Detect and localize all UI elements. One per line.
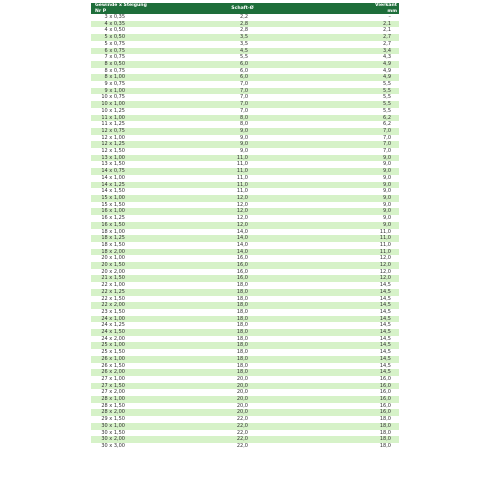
- table-row: [91, 302, 399, 309]
- cell-square: 5,5: [308, 88, 399, 95]
- cell-square: 14,5: [308, 356, 399, 363]
- cell-shank-diameter: 14,0: [177, 235, 308, 242]
- cell-shank-diameter: 11,0: [177, 168, 308, 175]
- cell-shank-diameter: 6,0: [177, 68, 308, 75]
- cell-thread-pitch: 24 x 1,50: [91, 329, 177, 336]
- cell-square: 4,9: [308, 74, 399, 81]
- table-row: [91, 202, 399, 209]
- cell-thread-pitch: 11 x 1,00: [91, 115, 177, 122]
- cell-square: 14,5: [308, 316, 399, 323]
- cell-square: 14,5: [308, 309, 399, 316]
- cell-thread-pitch: 18 x 1,25: [91, 235, 177, 242]
- table-row: [91, 396, 399, 403]
- table-row: [91, 108, 399, 115]
- cell-shank-diameter: 22,0: [177, 423, 308, 430]
- cell-shank-diameter: 9,0: [177, 148, 308, 155]
- cell-square: 11,0: [308, 249, 399, 256]
- cell-thread-pitch: 11 x 1,25: [91, 121, 177, 128]
- table-row: [91, 336, 399, 343]
- cell-thread-pitch: 16 x 1,00: [91, 208, 177, 215]
- cell-shank-diameter: 12,0: [177, 215, 308, 222]
- cell-shank-diameter: 20,0: [177, 389, 308, 396]
- cell-thread-pitch: 30 x 1,50: [91, 430, 177, 437]
- table-row: [91, 356, 399, 363]
- table-row: [91, 195, 399, 202]
- cell-square: 18,0: [308, 416, 399, 423]
- cell-thread-pitch: 20 x 1,50: [91, 262, 177, 269]
- cell-square: 14,5: [308, 289, 399, 296]
- header-shank-diameter-label: Schaft-Ø: [231, 5, 254, 11]
- cell-shank-diameter: 7,0: [177, 94, 308, 101]
- cell-square: 11,0: [308, 235, 399, 242]
- cell-thread-pitch: 8 x 0,75: [91, 68, 177, 75]
- cell-square: 11,0: [308, 229, 399, 236]
- cell-shank-diameter: 18,0: [177, 356, 308, 363]
- table-row: [91, 41, 399, 48]
- cell-square: 14,5: [308, 282, 399, 289]
- cell-shank-diameter: 14,0: [177, 229, 308, 236]
- cell-square: 2,1: [308, 21, 399, 28]
- cell-thread-pitch: 12 x 1,25: [91, 141, 177, 148]
- table-row: [91, 188, 399, 195]
- header-square-unit: mm: [387, 8, 397, 14]
- cell-thread-pitch: 13 x 1,50: [91, 161, 177, 168]
- cell-shank-diameter: 8,0: [177, 115, 308, 122]
- cell-square: 9,0: [308, 202, 399, 209]
- table-row: [91, 309, 399, 316]
- cell-square: 6,2: [308, 121, 399, 128]
- cell-thread-pitch: 9 x 0,75: [91, 81, 177, 88]
- table-row: [91, 443, 399, 450]
- cell-thread-pitch: 24 x 1,00: [91, 316, 177, 323]
- cell-thread-pitch: 16 x 1,50: [91, 222, 177, 229]
- cell-thread-pitch: 10 x 1,25: [91, 108, 177, 115]
- cell-thread-pitch: 5 x 0,75: [91, 41, 177, 48]
- table-row: [91, 369, 399, 376]
- cell-thread-pitch: 5 x 0,50: [91, 34, 177, 41]
- thread-size-table: [91, 3, 399, 450]
- table-row: [91, 21, 399, 28]
- cell-square: 12,0: [308, 255, 399, 262]
- table-row: [91, 249, 399, 256]
- cell-shank-diameter: 18,0: [177, 336, 308, 343]
- table-row: [91, 316, 399, 323]
- cell-thread-pitch: 4 x 0,50: [91, 27, 177, 34]
- cell-thread-pitch: 20 x 2,00: [91, 269, 177, 276]
- table-row: [91, 242, 399, 249]
- cell-shank-diameter: 22,0: [177, 436, 308, 443]
- cell-square: 9,0: [308, 161, 399, 168]
- cell-square: 9,0: [308, 195, 399, 202]
- table-row: [91, 383, 399, 390]
- table-row: [91, 68, 399, 75]
- cell-thread-pitch: 15 x 1,50: [91, 202, 177, 209]
- cell-thread-pitch: 26 x 2,00: [91, 369, 177, 376]
- table-row: [91, 94, 399, 101]
- cell-shank-diameter: 12,0: [177, 208, 308, 215]
- header-shank-diameter: [177, 3, 308, 14]
- cell-shank-diameter: 6,0: [177, 61, 308, 68]
- cell-shank-diameter: 12,0: [177, 202, 308, 209]
- cell-square: 18,0: [308, 443, 399, 450]
- cell-thread-pitch: 13 x 1,00: [91, 155, 177, 162]
- cell-square: 16,0: [308, 376, 399, 383]
- cell-thread-pitch: 27 x 2,00: [91, 389, 177, 396]
- table-row: [91, 54, 399, 61]
- cell-shank-diameter: 18,0: [177, 302, 308, 309]
- cell-shank-diameter: 9,0: [177, 141, 308, 148]
- table-row: [91, 262, 399, 269]
- cell-thread-pitch: 18 x 1,00: [91, 229, 177, 236]
- cell-shank-diameter: 11,0: [177, 188, 308, 195]
- table-row: [91, 409, 399, 416]
- cell-square: 9,0: [308, 222, 399, 229]
- table-row: [91, 74, 399, 81]
- cell-shank-diameter: 9,0: [177, 135, 308, 142]
- cell-thread-pitch: 16 x 1,25: [91, 215, 177, 222]
- cell-square: 14,5: [308, 296, 399, 303]
- cell-square: 7,0: [308, 141, 399, 148]
- table-row: [91, 269, 399, 276]
- table-row: [91, 430, 399, 437]
- cell-square: 14,5: [308, 342, 399, 349]
- cell-thread-pitch: 25 x 1,00: [91, 342, 177, 349]
- table-row: [91, 175, 399, 182]
- cell-shank-diameter: 7,0: [177, 81, 308, 88]
- cell-thread-pitch: 24 x 1,25: [91, 322, 177, 329]
- cell-square: 2,7: [308, 34, 399, 41]
- cell-square: 7,0: [308, 148, 399, 155]
- cell-thread-pitch: 6 x 0,75: [91, 48, 177, 55]
- cell-square: 5,5: [308, 101, 399, 108]
- cell-shank-diameter: 4,5: [177, 48, 308, 55]
- table-row: [91, 349, 399, 356]
- cell-thread-pitch: 9 x 1,00: [91, 88, 177, 95]
- cell-square: 12,0: [308, 269, 399, 276]
- cell-shank-diameter: 18,0: [177, 316, 308, 323]
- header-square-label: Vierkant: [374, 3, 397, 9]
- table-row: [91, 342, 399, 349]
- table-row: [91, 389, 399, 396]
- cell-thread-pitch: 18 x 1,50: [91, 242, 177, 249]
- cell-square: 14,5: [308, 329, 399, 336]
- table-row: [91, 436, 399, 443]
- cell-shank-diameter: 7,0: [177, 101, 308, 108]
- cell-square: 14,5: [308, 369, 399, 376]
- cell-shank-diameter: 3,5: [177, 34, 308, 41]
- table-row: [91, 403, 399, 410]
- cell-shank-diameter: 8,0: [177, 121, 308, 128]
- table-row: [91, 101, 399, 108]
- cell-square: 14,5: [308, 349, 399, 356]
- table-row: [91, 81, 399, 88]
- cell-shank-diameter: 7,0: [177, 108, 308, 115]
- cell-shank-diameter: 16,0: [177, 255, 308, 262]
- table-row: [91, 135, 399, 142]
- cell-thread-pitch: 26 x 1,00: [91, 356, 177, 363]
- header-square: [308, 3, 399, 14]
- cell-thread-pitch: 28 x 1,00: [91, 396, 177, 403]
- cell-shank-diameter: 18,0: [177, 349, 308, 356]
- cell-shank-diameter: 9,0: [177, 128, 308, 135]
- table-row: [91, 423, 399, 430]
- cell-shank-diameter: 18,0: [177, 363, 308, 370]
- table-row: [91, 155, 399, 162]
- cell-shank-diameter: 18,0: [177, 342, 308, 349]
- cell-square: 16,0: [308, 409, 399, 416]
- cell-shank-diameter: 2,2: [177, 14, 308, 21]
- cell-square: 3,4: [308, 48, 399, 55]
- table-row: [91, 34, 399, 41]
- cell-thread-pitch: 27 x 1,50: [91, 383, 177, 390]
- cell-thread-pitch: 20 x 1,00: [91, 255, 177, 262]
- cell-square: 16,0: [308, 383, 399, 390]
- cell-shank-diameter: 20,0: [177, 376, 308, 383]
- cell-thread-pitch: 22 x 1,50: [91, 296, 177, 303]
- cell-square: 9,0: [308, 188, 399, 195]
- table-row: [91, 296, 399, 303]
- cell-thread-pitch: 22 x 1,00: [91, 282, 177, 289]
- cell-shank-diameter: 18,0: [177, 289, 308, 296]
- cell-thread-pitch: 14 x 0,75: [91, 168, 177, 175]
- cell-square: 12,0: [308, 275, 399, 282]
- table-row: [91, 282, 399, 289]
- table-row: [91, 27, 399, 34]
- table-row: [91, 121, 399, 128]
- cell-square: 9,0: [308, 215, 399, 222]
- table-row: [91, 14, 399, 21]
- cell-thread-pitch: 8 x 0,50: [91, 61, 177, 68]
- cell-shank-diameter: 18,0: [177, 309, 308, 316]
- table-row: [91, 416, 399, 423]
- table-row: [91, 275, 399, 282]
- cell-shank-diameter: 16,0: [177, 262, 308, 269]
- cell-shank-diameter: 14,0: [177, 249, 308, 256]
- cell-shank-diameter: 20,0: [177, 403, 308, 410]
- cell-square: 14,5: [308, 363, 399, 370]
- cell-square: 4,9: [308, 68, 399, 75]
- table-row: [91, 115, 399, 122]
- cell-square: 9,0: [308, 168, 399, 175]
- cell-square: 16,0: [308, 396, 399, 403]
- cell-shank-diameter: 6,0: [177, 74, 308, 81]
- table-row: [91, 141, 399, 148]
- header-thread-pitch: [91, 3, 177, 14]
- cell-square: 16,0: [308, 403, 399, 410]
- cell-square: 4,3: [308, 54, 399, 61]
- table-row: [91, 363, 399, 370]
- cell-thread-pitch: 24 x 2,00: [91, 336, 177, 343]
- cell-square: 9,0: [308, 208, 399, 215]
- cell-shank-diameter: 18,0: [177, 329, 308, 336]
- cell-shank-diameter: 14,0: [177, 242, 308, 249]
- cell-square: 6,2: [308, 115, 399, 122]
- cell-shank-diameter: 20,0: [177, 409, 308, 416]
- cell-shank-diameter: 18,0: [177, 282, 308, 289]
- table-row: [91, 208, 399, 215]
- cell-square: 14,5: [308, 302, 399, 309]
- cell-shank-diameter: 5,5: [177, 54, 308, 61]
- cell-square: 11,0: [308, 242, 399, 249]
- cell-shank-diameter: 11,0: [177, 161, 308, 168]
- cell-square: 5,5: [308, 81, 399, 88]
- table-row: [91, 322, 399, 329]
- cell-square: 5,5: [308, 94, 399, 101]
- table-row: [91, 329, 399, 336]
- table-row: [91, 168, 399, 175]
- cell-square: 9,0: [308, 155, 399, 162]
- cell-thread-pitch: 26 x 1,50: [91, 363, 177, 370]
- table-row: [91, 376, 399, 383]
- cell-shank-diameter: 3,5: [177, 41, 308, 48]
- cell-thread-pitch: 7 x 0,75: [91, 54, 177, 61]
- table-row: [91, 182, 399, 189]
- cell-square: –: [308, 14, 399, 21]
- cell-thread-pitch: 22 x 2,00: [91, 302, 177, 309]
- cell-shank-diameter: 12,0: [177, 222, 308, 229]
- table-row: [91, 88, 399, 95]
- cell-square: 12,0: [308, 262, 399, 269]
- cell-thread-pitch: 28 x 2,00: [91, 409, 177, 416]
- cell-thread-pitch: 10 x 0,75: [91, 94, 177, 101]
- cell-shank-diameter: 20,0: [177, 396, 308, 403]
- table-row: [91, 61, 399, 68]
- cell-thread-pitch: 21 x 1,50: [91, 275, 177, 282]
- cell-shank-diameter: 11,0: [177, 175, 308, 182]
- cell-thread-pitch: 27 x 1,00: [91, 376, 177, 383]
- cell-square: 14,5: [308, 336, 399, 343]
- cell-square: 9,0: [308, 175, 399, 182]
- cell-thread-pitch: 3 x 0,35: [91, 14, 177, 21]
- cell-shank-diameter: 22,0: [177, 443, 308, 450]
- cell-shank-diameter: 22,0: [177, 416, 308, 423]
- table-row: [91, 148, 399, 155]
- cell-square: 2,1: [308, 27, 399, 34]
- cell-shank-diameter: 2,8: [177, 27, 308, 34]
- cell-thread-pitch: 22 x 1,25: [91, 289, 177, 296]
- cell-thread-pitch: 25 x 1,50: [91, 349, 177, 356]
- cell-thread-pitch: 14 x 1,50: [91, 188, 177, 195]
- cell-shank-diameter: 16,0: [177, 275, 308, 282]
- cell-shank-diameter: 20,0: [177, 383, 308, 390]
- cell-square: 16,0: [308, 389, 399, 396]
- cell-thread-pitch: 29 x 1,50: [91, 416, 177, 423]
- cell-shank-diameter: 7,0: [177, 88, 308, 95]
- cell-thread-pitch: 23 x 1,50: [91, 309, 177, 316]
- cell-square: 14,5: [308, 322, 399, 329]
- table-row: [91, 229, 399, 236]
- cell-square: 4,9: [308, 61, 399, 68]
- table-row: [91, 289, 399, 296]
- cell-shank-diameter: 16,0: [177, 269, 308, 276]
- cell-shank-diameter: 18,0: [177, 322, 308, 329]
- cell-square: 18,0: [308, 423, 399, 430]
- cell-square: 5,5: [308, 108, 399, 115]
- table-header: [91, 3, 399, 14]
- cell-thread-pitch: 30 x 3,00: [91, 443, 177, 450]
- header-thread-pitch-sub: Nr P: [95, 8, 107, 14]
- cell-square: 7,0: [308, 128, 399, 135]
- table-row: [91, 255, 399, 262]
- header-thread-pitch-label: Gewinde x Steigung: [95, 3, 147, 9]
- cell-thread-pitch: 12 x 1,00: [91, 135, 177, 142]
- cell-shank-diameter: 2,8: [177, 21, 308, 28]
- cell-square: 9,0: [308, 182, 399, 189]
- table-row: [91, 235, 399, 242]
- cell-thread-pitch: 30 x 1,00: [91, 423, 177, 430]
- cell-thread-pitch: 8 x 1,00: [91, 74, 177, 81]
- cell-square: 7,0: [308, 135, 399, 142]
- table-row: [91, 222, 399, 229]
- cell-shank-diameter: 11,0: [177, 155, 308, 162]
- cell-shank-diameter: 18,0: [177, 296, 308, 303]
- cell-shank-diameter: 12,0: [177, 195, 308, 202]
- cell-shank-diameter: 11,0: [177, 182, 308, 189]
- cell-thread-pitch: 12 x 0,75: [91, 128, 177, 135]
- cell-square: 18,0: [308, 430, 399, 437]
- table-row: [91, 161, 399, 168]
- cell-thread-pitch: 15 x 1,00: [91, 195, 177, 202]
- cell-thread-pitch: 10 x 1,00: [91, 101, 177, 108]
- table-row: [91, 215, 399, 222]
- cell-thread-pitch: 14 x 1,25: [91, 182, 177, 189]
- cell-square: 2,7: [308, 41, 399, 48]
- cell-thread-pitch: 18 x 2,00: [91, 249, 177, 256]
- cell-thread-pitch: 28 x 1,50: [91, 403, 177, 410]
- cell-thread-pitch: 4 x 0,35: [91, 21, 177, 28]
- cell-thread-pitch: 30 x 2,00: [91, 436, 177, 443]
- table-row: [91, 128, 399, 135]
- cell-shank-diameter: 22,0: [177, 430, 308, 437]
- cell-shank-diameter: 18,0: [177, 369, 308, 376]
- table-body: [91, 14, 399, 450]
- cell-thread-pitch: 12 x 1,50: [91, 148, 177, 155]
- cell-thread-pitch: 14 x 1,00: [91, 175, 177, 182]
- table-row: [91, 48, 399, 55]
- cell-square: 18,0: [308, 436, 399, 443]
